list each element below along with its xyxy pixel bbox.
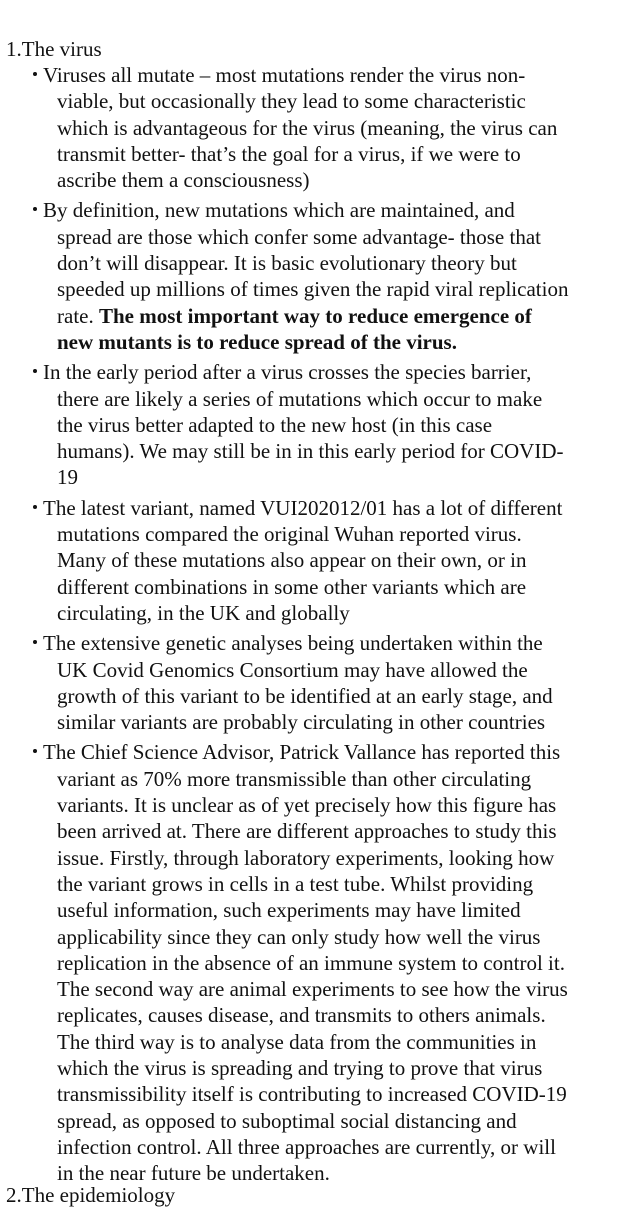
text-line: Many of these mutations also appear on their own, or in xyxy=(57,548,527,573)
next-section-heading: 2.The epidemiology xyxy=(6,1183,176,1207)
text-line: issue. Firstly, through laboratory experiments, looking how xyxy=(57,845,555,870)
text-line: in the near future be undertaken. xyxy=(57,1161,330,1186)
text-line: replication in the absence of an immune system to control it. xyxy=(57,950,565,975)
text-line: The Chief Science Advisor, Patrick Vallance has reported this xyxy=(43,740,561,765)
text-line: The third way is to analyse data from the communities in xyxy=(57,1029,537,1054)
text-line-mixed xyxy=(57,303,623,329)
bullet-dot-icon xyxy=(33,505,37,509)
text-line: In the early period after a virus crosses the species barrier, xyxy=(43,360,532,385)
bullet-item-transmissibility xyxy=(0,739,633,1186)
section-heading: 1.The virus xyxy=(6,37,102,61)
bullet-item-definition xyxy=(0,197,633,355)
emphasis-text: The most important way to reduce emergence of xyxy=(98,303,532,328)
text-line: circulating, in the UK and globally xyxy=(57,600,350,625)
text-line: replicates, causes disease, and transmits to others animals. xyxy=(57,1003,546,1028)
bullet-dot-icon xyxy=(33,369,37,373)
text-line: spread, as opposed to suboptimal social distancing and xyxy=(57,1108,517,1133)
text-line: spread are those which confer some advantage- those that xyxy=(57,224,541,249)
text-line: the virus better adapted to the new host (in this case xyxy=(57,412,493,437)
bullet-item-latest-variant xyxy=(0,495,633,626)
text-line: viable, but occasionally they lead to some characteristic xyxy=(57,89,526,114)
text-line: The second way are animal experiments to see how the virus xyxy=(57,977,568,1002)
bullet-dot-icon xyxy=(33,72,37,76)
text-line: which the virus is spreading and trying to prove that virus xyxy=(57,1055,543,1080)
text-line: infection control. All three approaches are currently, or will xyxy=(57,1134,556,1159)
text-line: useful information, such experiments may have limited xyxy=(57,898,521,923)
text-line: which is advantageous for the virus (meaning, the virus can xyxy=(57,115,558,140)
text-line: 19 xyxy=(57,465,78,490)
bullet-dot-icon xyxy=(33,640,37,644)
bullet-item-early-period xyxy=(0,359,633,490)
bullet-list xyxy=(0,62,633,1190)
text-line: Viruses all mutate – most mutations render the virus non- xyxy=(43,63,526,87)
text-line: the variant grows in cells in a test tube. Whilst providing xyxy=(57,871,534,896)
text-line: don’t will disappear. It is basic evolutionary theory but xyxy=(57,251,517,276)
text-line: variant as 70% more transmissible than other circulating xyxy=(57,766,532,791)
text-line: applicability since they can only study how well the virus xyxy=(57,924,541,949)
text-line: The extensive genetic analyses being undertaken within the xyxy=(43,631,543,656)
text-line: growth of this variant to be identified at an early stage, and xyxy=(57,683,553,708)
text-line: been arrived at. There are different approaches to study this xyxy=(57,819,557,844)
text-line: ascribe them a consciousness) xyxy=(57,168,310,193)
bullet-dot-icon xyxy=(33,207,37,211)
text-line: UK Covid Genomics Consortium may have allowed the xyxy=(57,657,528,682)
text-line: variants. It is unclear as of yet precisely how this figure has xyxy=(57,793,557,818)
bullet-item-mutation xyxy=(0,62,633,193)
text-line: there are likely a series of mutations which occur to make xyxy=(57,386,543,411)
text-line: transmissibility itself is contributing to increased COVID-19 xyxy=(57,1082,567,1107)
bullet-dot-icon xyxy=(33,749,37,753)
text-line: speeded up millions of times given the rapid viral replication xyxy=(57,277,569,302)
text-line: different combinations in some other variants which are xyxy=(57,574,527,599)
bullet-item-genomics xyxy=(0,630,633,735)
text-line: transmit better- that’s the goal for a virus, if we were to xyxy=(57,141,521,166)
text-line: By definition, new mutations which are maintained, and xyxy=(43,198,515,223)
text-line: mutations compared the original Wuhan reported virus. xyxy=(57,522,522,547)
text-line: similar variants are probably circulating in other countries xyxy=(57,710,546,735)
text-line: humans). We may still be in in this early period for COVID- xyxy=(57,439,564,464)
text-line: The latest variant, named VUI202012/01 has a lot of different xyxy=(43,495,563,520)
emphasis-text: new mutants is to reduce spread of the virus. xyxy=(57,329,457,354)
text-line-plain: rate. xyxy=(57,303,99,328)
